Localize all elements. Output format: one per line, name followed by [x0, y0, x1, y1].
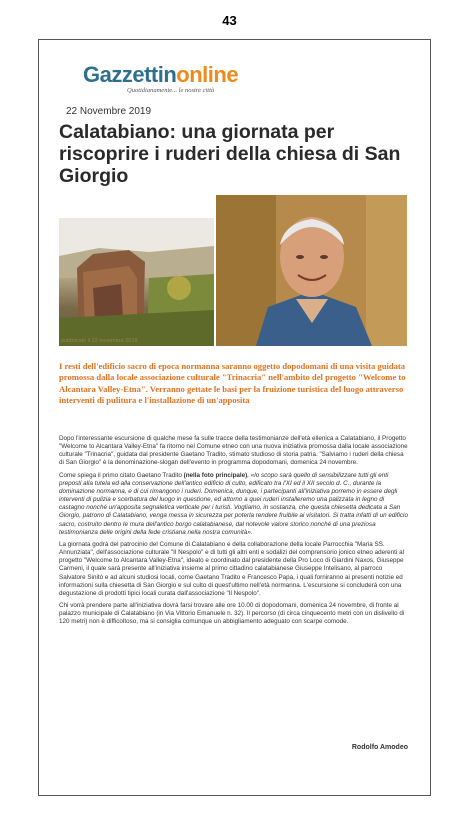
paragraph-2 — [59, 472, 409, 537]
paragraph-2-bold: (nella foto principale) — [183, 471, 248, 479]
page-number: 43 — [222, 13, 237, 28]
paragraph-2-quote: , «lo scopo sarà quello di sensibilizzare tutti gli enti preposti alla tutela ed alla conservazione dell'antico edificio di culto, edificato tra l'XI ed il XII secolo d. C., durante la dominazione normanna, e di cui rimangono i ruderi. Domenica, dunque, i partecipanti all'iniziativa porremo in essere degli interventi di pulizia e scerbatura del luogo in questione, ed attorno a quei ruderi installeremo una palizzata in legno di castagno nonché un'apposita segnaletica verticale per i turisti. Vogliamo, in sostanza, che questa chiesetta dedicata a San Giorgio, patrono di Calatabiano, venga messa in sicurezza per poterla rendere fruibile ai visitatori. Si tratta infatti di un edificio sacro, costruito dentro le mura dell'antico borgo calatabianese, dal notevole valore storico nonché di una preziosa testimonianza delle origini della fede cristiana nella nostra comunità». — [59, 471, 408, 536]
paragraph-1: Dopo l'interessante escursione di qualche mese fa sulle tracce della testimonianze dell'età ellenica a Calatabiano, il Progetto "Welcome to Alcantara Valley-Etna" fa ritorno nel Comune etneo con una nuova iniziativa promossa dalla locale associazione culturale "Trinacria", guidata dal presidente Gaetano Tradito, stimato studioso di storia patria. "Salviamo i ruderi della chiesa di San Giorgio" è la denominazione-slogan dell'evento in programma dopodomani, domenica 24 novembre. — [59, 435, 408, 467]
church-ruins-photo — [59, 218, 214, 346]
paragraph-2-start: Come spiega il primo citato Gaetano Tradito — [59, 471, 184, 479]
paragraph-3: La giornata godrà del patrocinio del Comune di Calatabiano e della collaborazione della locale Parrocchia "Maria SS. Annunziata", dell'associazione culturale "Il Nespolo" e di tutti gli altri enti e sodalizi del comprensorio jonico etneo aderenti al progetto "Welcome to Alcantara Valley-Etna", ideato e coordinato dal presidente della Pro Loco di Giardini Naxos, Giuseppe Carmeni, il quale sarà presente all'iniziativa insieme al primo cittadino calatabianese Giuseppe Intelisano, al parroco Salvatore Sinitò e ad alcuni studiosi locali, come Gaetano Tradito e Francesco Papa, i quali forniranno ai presenti notizie ed informazioni sulla chiesetta di San Giorgio e sul culto di quest'ultimo nell'età normanna. L'escursione si concluderà con una degustazione di prodotti tipici locali curata dall'associazione "Il Nespolo". — [59, 540, 404, 597]
portrait-photo — [216, 195, 407, 346]
article-title: Calatabiano: una giornata per riscoprire i ruderi della chiesa di San Giorgio — [59, 121, 401, 187]
paragraph-4: Chi vorrà prendere parte all'iniziativa dovrà farsi trovare alle ore 10.00 di dopodomani, domenica 24 novembre, di fronte al palazzo municipale di Calatabiano (in Via Vittorio Emanuele n. 32). Il percorso (di circa cinquecento metri con un dislivello di 120 metri) non è difficoltoso, ma si consiglia comunque un abbigliamento adeguato con scarpe comode. — [59, 601, 405, 626]
newspaper-logo — [83, 63, 293, 107]
logo-part-2: online — [176, 62, 239, 87]
article-lead: I resti dell'edificio sacro di epoca normanna saranno oggetto dopodomani di una visita guidata promossa dalla locale associazione culturale "Trinacria" nell'ambito del progetto "Welcome to Alcantara Valley-Etna". Verranno gettate le basi per la fruizione turistica del luogo attraverso interventi di pulitura e l'installazione di un'apposita — [59, 361, 406, 405]
photo-caption: pubblicato il 22 novembre 2019 — [61, 338, 138, 344]
article-author: Rodolfo Amodeo — [351, 744, 408, 751]
logo-tagline: Quotidianamente... le nostre città — [127, 87, 215, 94]
article-date: 22 Novembre 2019 — [66, 106, 152, 117]
article-body — [59, 435, 409, 630]
article-clipping — [38, 39, 431, 796]
logo-part-1: Gazzettin — [83, 62, 177, 87]
logo-wordmark — [83, 63, 293, 87]
